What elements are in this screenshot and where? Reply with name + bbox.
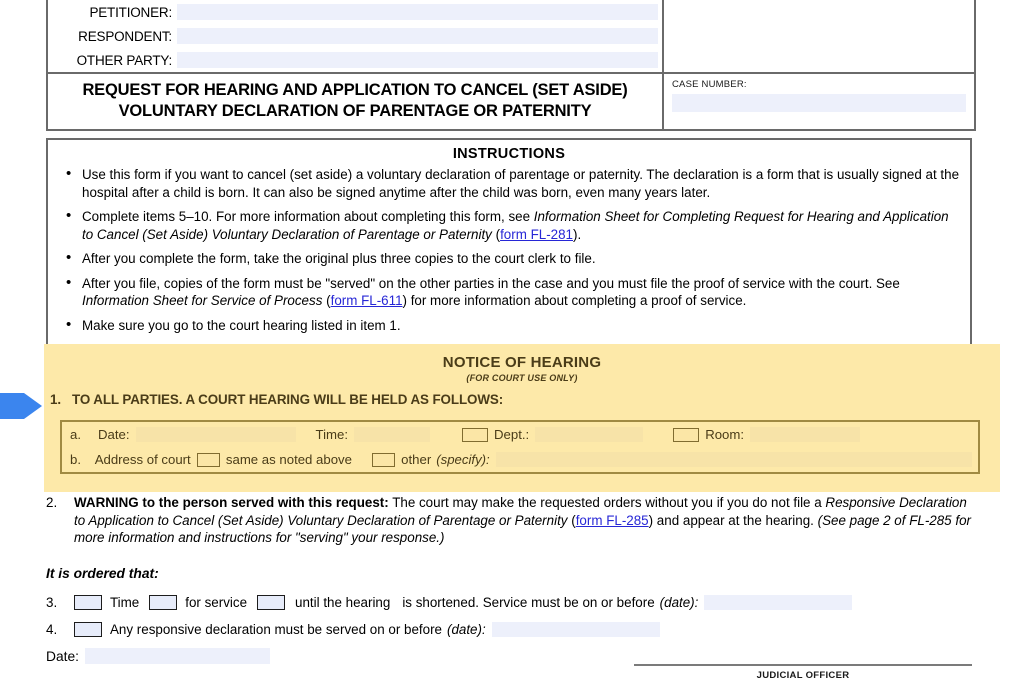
text-run: After you file, copies of the form must be "served" on the other parties in the case and you must file the proof of service with the court. See: [82, 275, 900, 291]
item-3-until-label: until the hearing: [295, 595, 391, 610]
text-run: (: [571, 512, 576, 528]
blue-right-arrow-marker-icon: [0, 383, 44, 429]
text-run: (See page 2 of FL-285 for more information and instructions for "serving" your response.): [74, 512, 971, 545]
item-3-service-checkbox[interactable]: [149, 595, 177, 610]
other-party-row: [48, 48, 662, 72]
form-link[interactable]: form FL-285: [575, 512, 649, 528]
hearing-details-box: [60, 420, 980, 474]
text-run: Use this form if you want to cancel (set aside) a voluntary declaration of parentage or paternity. The declaration is a form that is usually signed at the hospital after a child is born. It can also be signed anytime after the child was born, even many years later.: [82, 167, 960, 200]
item-4-checkbox[interactable]: [74, 622, 102, 637]
row-b-letter: b.: [70, 452, 81, 467]
item-2-warning: [46, 494, 972, 547]
hearing-dept-input[interactable]: [535, 427, 643, 442]
signature-date-row: [46, 648, 270, 664]
text-run: Information Sheet for Completing Request for Hearing and Application to Cancel (Set Aside) Voluntary Declaration of Parentage or Paternity: [82, 209, 949, 242]
item-3-number: 3.: [46, 595, 58, 610]
instruction-bullet: [58, 275, 960, 310]
address-of-court-label: Address of court: [94, 452, 191, 467]
other-party-input[interactable]: [177, 52, 658, 68]
other-address-input[interactable]: [496, 452, 972, 467]
text-run: ) and appear at the hearing.: [648, 512, 818, 528]
item-4-row: [46, 622, 660, 637]
petitioner-label: PETITIONER:: [89, 4, 172, 20]
judicial-officer-signature-line: [634, 664, 972, 666]
item-3-until-checkbox[interactable]: [257, 595, 285, 610]
text-run: Responsive Declaration to Application to Cancel (Set Aside) Voluntary Declaration of Parentage or Paternity: [74, 495, 967, 528]
item-2-text: [74, 495, 971, 545]
item-3-row: [46, 595, 852, 610]
room-checkbox[interactable]: [673, 428, 699, 442]
hearing-date-input[interactable]: [136, 427, 296, 442]
instructions-box: [46, 138, 972, 346]
item-3-service-label: for service: [185, 595, 248, 610]
item-1-number: 1.: [50, 392, 61, 407]
item-1-heading: [50, 392, 1000, 407]
petitioner-row: [48, 0, 662, 24]
hearing-dept-label: Dept.:: [494, 427, 530, 442]
hearing-date-label: Date:: [98, 427, 130, 442]
same-as-noted-above-checkbox[interactable]: [197, 453, 220, 467]
caption-right-cell: [663, 0, 975, 130]
other-party-label: OTHER PARTY:: [76, 52, 172, 68]
same-as-noted-above-label: same as noted above: [225, 452, 352, 467]
item-3-time-checkbox[interactable]: [74, 595, 102, 610]
hearing-time-label: Time:: [315, 427, 349, 442]
row-a-letter: a.: [70, 427, 81, 442]
item-4-date-input[interactable]: [492, 622, 660, 637]
instructions-list: [58, 166, 960, 334]
case-number-input[interactable]: [672, 94, 966, 112]
item-4-label: Any responsive declaration must be served on or before: [110, 622, 442, 637]
item-4-date-italic-label: (date):: [446, 622, 486, 637]
text-run: ).: [573, 226, 582, 242]
instruction-bullet: [58, 317, 960, 335]
hearing-row-b: [62, 447, 978, 472]
respondent-row: [48, 24, 662, 48]
dept-checkbox[interactable]: [462, 428, 488, 442]
item-4-number: 4.: [46, 622, 58, 637]
text-run: (: [326, 293, 331, 308]
text-run: After you complete the form, take the original plus three copies to the court clerk to file.: [82, 251, 596, 266]
form-title: [48, 72, 662, 129]
item-3-time-label: Time: [110, 595, 140, 610]
item-2-number: 2.: [46, 495, 58, 510]
form-title-line-2: VOLUNTARY DECLARATION OF PARENTAGE OR PATERNITY: [118, 102, 592, 120]
form-link[interactable]: form FL-611: [330, 293, 403, 308]
text-run: WARNING to the person served with this request:: [74, 495, 389, 510]
text-run: (: [495, 226, 501, 242]
notice-of-hearing-section: [44, 344, 1000, 492]
text-run: The court may make the requested orders without you if you do not file a: [388, 495, 826, 510]
notice-of-hearing-title: NOTICE OF HEARING: [442, 354, 602, 371]
ordered-heading: It is ordered that:: [46, 566, 159, 581]
petitioner-input[interactable]: [177, 4, 658, 20]
text-run: Information Sheet for Service of Process: [82, 293, 327, 308]
other-address-checkbox[interactable]: [372, 453, 395, 467]
hearing-room-input[interactable]: [750, 427, 860, 442]
text-run: Complete items 5–10. For more information about completing this form, see: [82, 209, 534, 224]
respondent-input[interactable]: [177, 28, 658, 44]
text-run: ) for more information about completing a proof of service.: [402, 293, 747, 308]
item-1-text: TO ALL PARTIES. A COURT HEARING WILL BE HELD AS FOLLOWS:: [72, 392, 504, 407]
instruction-bullet: [58, 166, 960, 201]
case-number-box: [664, 72, 974, 113]
item-3-date-input[interactable]: [704, 595, 852, 610]
instructions-title: INSTRUCTIONS: [452, 146, 566, 162]
case-number-label: CASE NUMBER:: [672, 79, 747, 90]
hearing-time-input[interactable]: [354, 427, 430, 442]
text-run: Make sure you go to the court hearing listed in item 1.: [82, 317, 401, 333]
other-specify-label: (specify):: [436, 452, 490, 467]
notice-of-hearing-subtitle: (FOR COURT USE ONLY): [466, 373, 578, 383]
judicial-officer-label: JUDICIAL OFFICER: [756, 670, 850, 681]
other-address-label: other: [401, 452, 432, 467]
respondent-label: RESPONDENT:: [78, 28, 172, 44]
hearing-room-label: Room:: [705, 427, 745, 442]
form-title-line-1: REQUEST FOR HEARING AND APPLICATION TO CANCEL (SET ASIDE): [82, 81, 628, 99]
item-3-shortened-label: is shortened. Service must be on or before: [402, 595, 655, 610]
instruction-bullet: [58, 250, 960, 268]
signature-date-input[interactable]: [85, 648, 270, 664]
form-link[interactable]: form FL-281: [500, 226, 573, 242]
hearing-row-a: [62, 422, 978, 447]
signature-date-label: Date:: [46, 648, 79, 664]
caption-left-cell: [47, 0, 663, 130]
caption-table: [46, 0, 976, 131]
court-address-area: [664, 0, 974, 72]
instruction-bullet: [58, 208, 960, 243]
item-3-date-italic-label: (date):: [659, 595, 699, 610]
